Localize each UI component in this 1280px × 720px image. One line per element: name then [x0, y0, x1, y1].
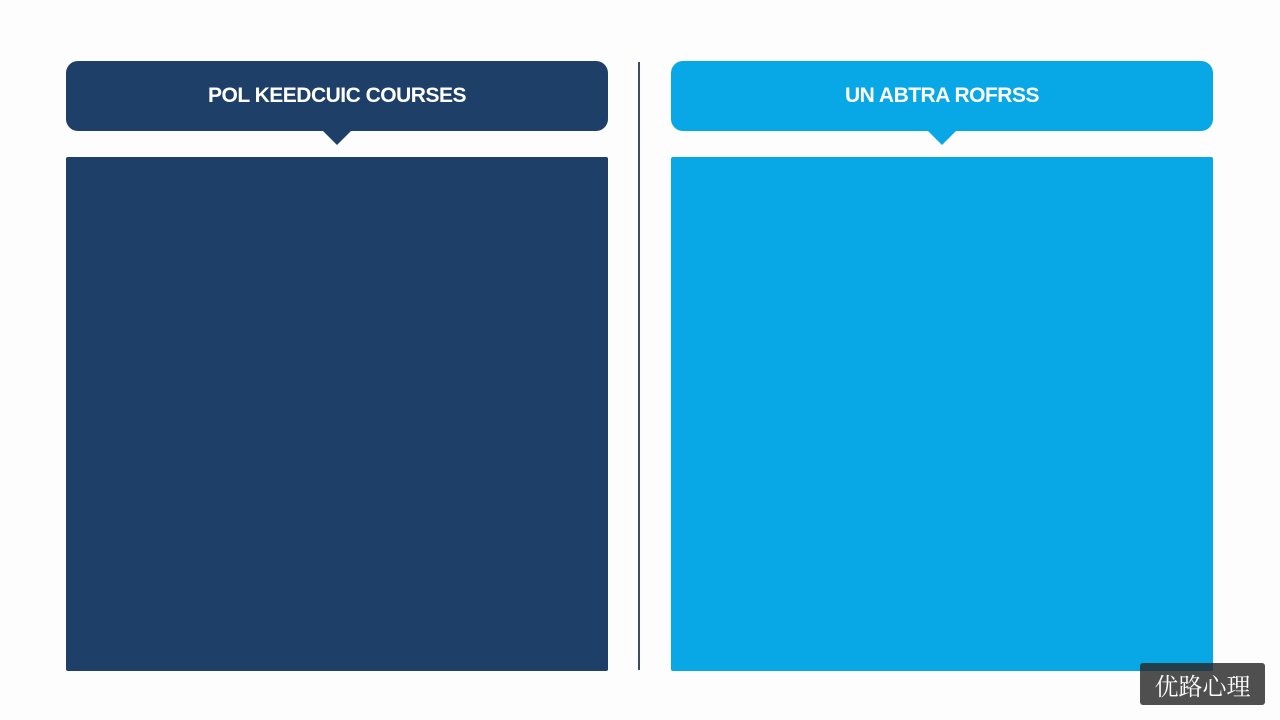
left-header: [66, 61, 608, 131]
right-header-title: UN ABTRA ROFRSS: [845, 84, 1039, 107]
right-header: [671, 61, 1213, 131]
watermark: 优路心理: [1140, 663, 1265, 705]
right-panel: [671, 157, 1213, 671]
left-header-title: POL KEEDCUIC COURSES: [208, 84, 466, 107]
center-divider: [638, 62, 640, 670]
left-panel: [66, 157, 608, 671]
